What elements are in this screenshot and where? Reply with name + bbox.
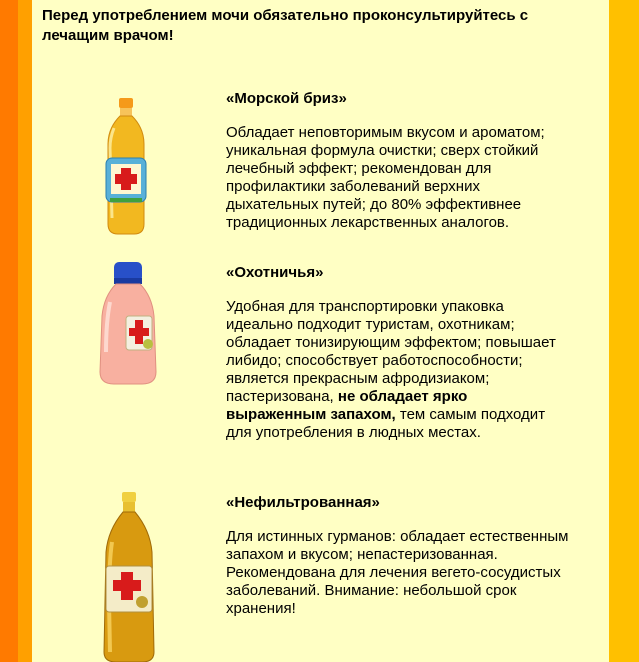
warning-text: Перед употреблением мочи обязательно проконсультируйтесь с лечащим врачом! [42, 7, 529, 44]
product-title-morskoy-briz: «Морской бриз» [226, 90, 347, 107]
product-description-okhotnichya: Удобная для транспортировки упаковка идеально подходит туристам, охотникам; обладает тонизирующим эффектом; повышает либидо; способствует работоспособности; является прекрасным афродизиаком; пастеризована, не обладает ярко выраженным запахом, тем самым подходит для употребления в людных местах. [226, 298, 556, 441]
product-title-okhotnichya: «Охотничья» [226, 264, 324, 281]
left-stripe [0, 0, 18, 662]
bottle-morskoy-briz-image [100, 98, 152, 236]
bottle-nefiltrovannaya-image [98, 492, 160, 662]
product-description-morskoy-briz: Обладает неповторимым вкусом и ароматом; уникальная формула очистки; сверх стойкий лечебный эффект; рекомендован для профилактики заболеваний верхних дыхательных путей; до 80% эффективнее традиционных лекарственных аналогов. [226, 124, 545, 231]
product-title-nefiltrovannaya: «Нефильтрованная» [226, 494, 380, 511]
product-description-nefiltrovannaya: Для истинных гурманов: обладает естественным запахом и вкусом; непастеризованная. Рекомендована для лечения вегето-сосудистых заболеваний. Внимание: небольшой срок хранения! [226, 528, 569, 617]
left-stripe-inner [18, 0, 32, 662]
right-stripe [609, 0, 639, 662]
bottle-okhotnichya-image [98, 262, 158, 386]
